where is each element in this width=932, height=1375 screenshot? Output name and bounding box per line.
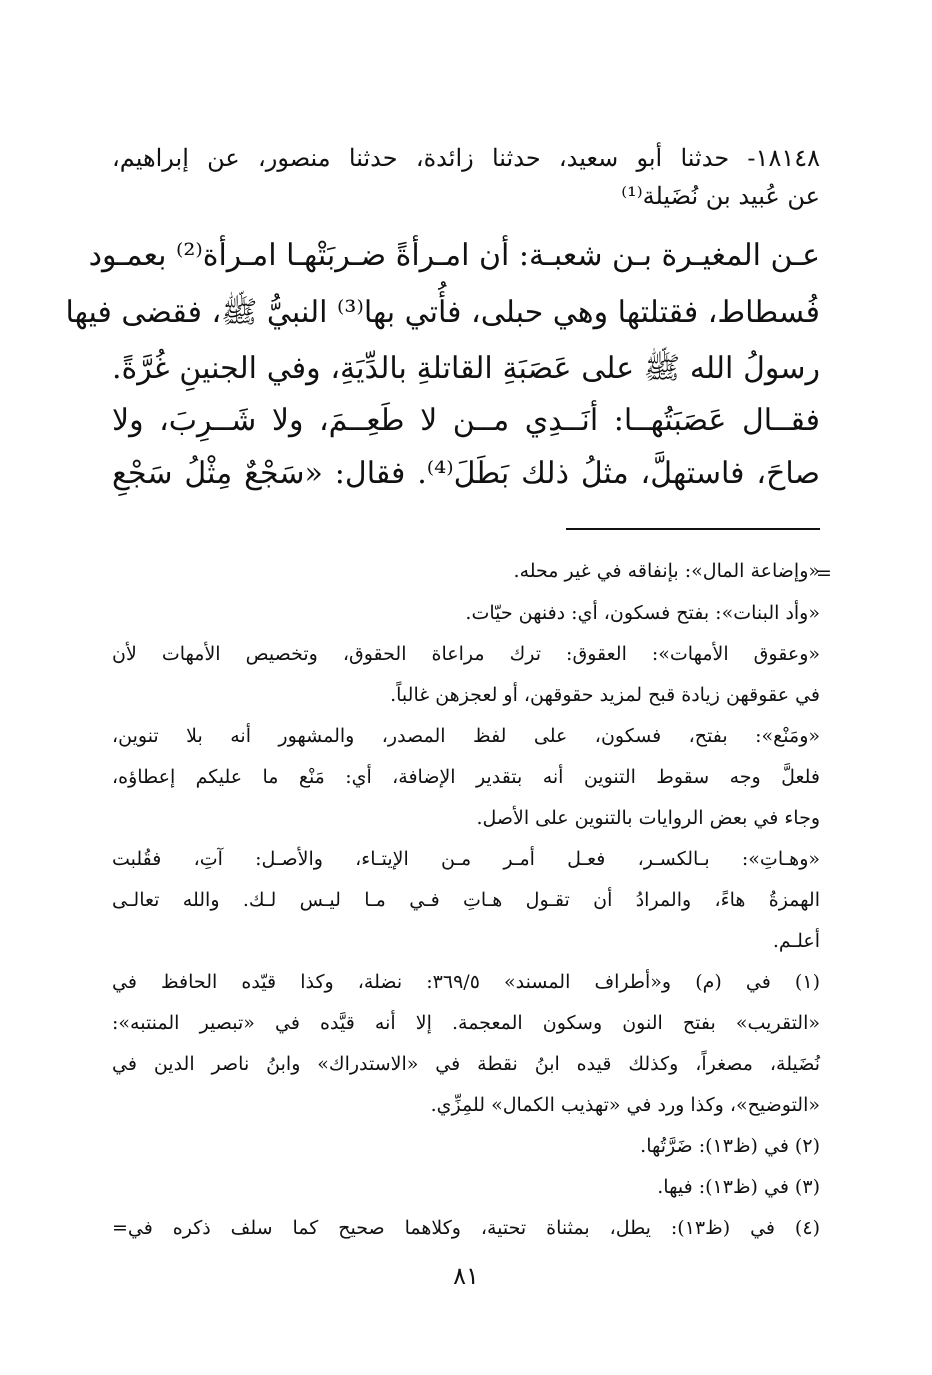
isnad-line-1: ١٨١٤٨- حدثنا أبو سعيد، حدثنا زائدة، حدثنا منصور، عن إبراهيم، [112,144,820,172]
footnote-line: «ومَنْع»: بفتح، فسكون، على لفظ المصدر، والمشهور أنه بلا تنوين، [112,725,820,747]
footnote-line: (٣) في (ظ١٣): فيها. [657,1176,820,1198]
isnad-line-2: عن عُبيد بن نُضَيلة⁽¹⁾ [621,182,820,210]
footnote-line: فلعلَّ وجه سقوط التنوين أنه بتقدير الإضافة، أي: مَنْع ما عليكم إعطاؤه، [112,766,820,788]
page-number: ٨١ [453,1262,479,1290]
matn-line-4: فقــال عَصَبَتُهــا: أنَــدِي مــن لا طَعِــمَ، ولا شَــرِبَ، ولا [112,403,820,438]
footnote-line: «وعقوق الأمهات»: العقوق: ترك مراعاة الحقوق، وتخصيص الأمهات لأن [112,643,820,665]
footnote-line: «وإضاعة المال»: بإنفاقه في غير محله. [513,560,820,582]
footnote-line: في عقوقهن زيادة قبح لمزيد حقوقهن، أو لعجزهن غالباً. [390,684,820,706]
footnote-line: أعلـم. [772,930,820,952]
footnote-line: (٤) في (ظ١٣): يطل، بمثناة تحتية، وكلاهما صحيح كما سلف ذكره في= [112,1217,820,1239]
footnote-line: (١) في (م) و«أطراف المسند» ٣٦٩/٥: نضلة، وكذا قيّده الحافظ في [112,971,820,993]
footnote-line: «وأد البنات»: بفتح فسكون، أي: دفنهن حيّات. [465,602,820,624]
footnote-line: (٢) في (ظ١٣): ضَرَّتُها. [640,1135,820,1157]
footnote-line: «التوضيح»، وكذا ورد في «تهذيب الكمال» للمِزِّي. [430,1094,820,1116]
footnote-line: نُضَيلة، مصغراً، وكذلك قيده ابنُ نقطة في «الاستدراك» وابنُ ناصر الدين في [112,1053,820,1075]
matn-line-2: فُسطاط، فقتلتها وهي حبلى، فأُتي بها⁽³⁾ النبيُّ ﷺ، فقضى فيها [65,295,820,330]
footnote-line: «وهـاتِ»: بـالكسـر، فعـل أمـر مـن الإيتـاء، والأصـل: آتِ، فقُلبت [112,848,820,870]
matn-line-1: عـن المغيـرة بـن شعبـة: أن امـرأةً ضـربَتْهـا امـرأة⁽²⁾ بعمـود [88,238,820,273]
matn-line-3: رسولُ الله ﷺ على عَصَبَةِ القاتلةِ بالدِّيَةِ، وفي الجنينِ غُرَّةً. [112,351,820,386]
footnote-separator [566,528,820,530]
footnote-line: «التقريب» بفتح النون وسكون المعجمة. إلا أنه قيَّده في «تبصير المنتبه»: [112,1012,820,1034]
footnote-line: وجاء في بعض الروايات بالتنوين على الأصل. [476,807,820,829]
footnote-line: الهمزةُ هاءً، والمرادُ أن تقـول هـاتِ فـي مـا ليـس لـك. والله تعالـى [112,889,820,911]
matn-line-5: صاحَ، فاستهلَّ، مثلُ ذلك بَطَلَ⁽⁴⁾. فقال: «سَجْعٌ مِثْلُ سَجْعِ [112,456,820,491]
continuation-mark: = [816,562,832,584]
